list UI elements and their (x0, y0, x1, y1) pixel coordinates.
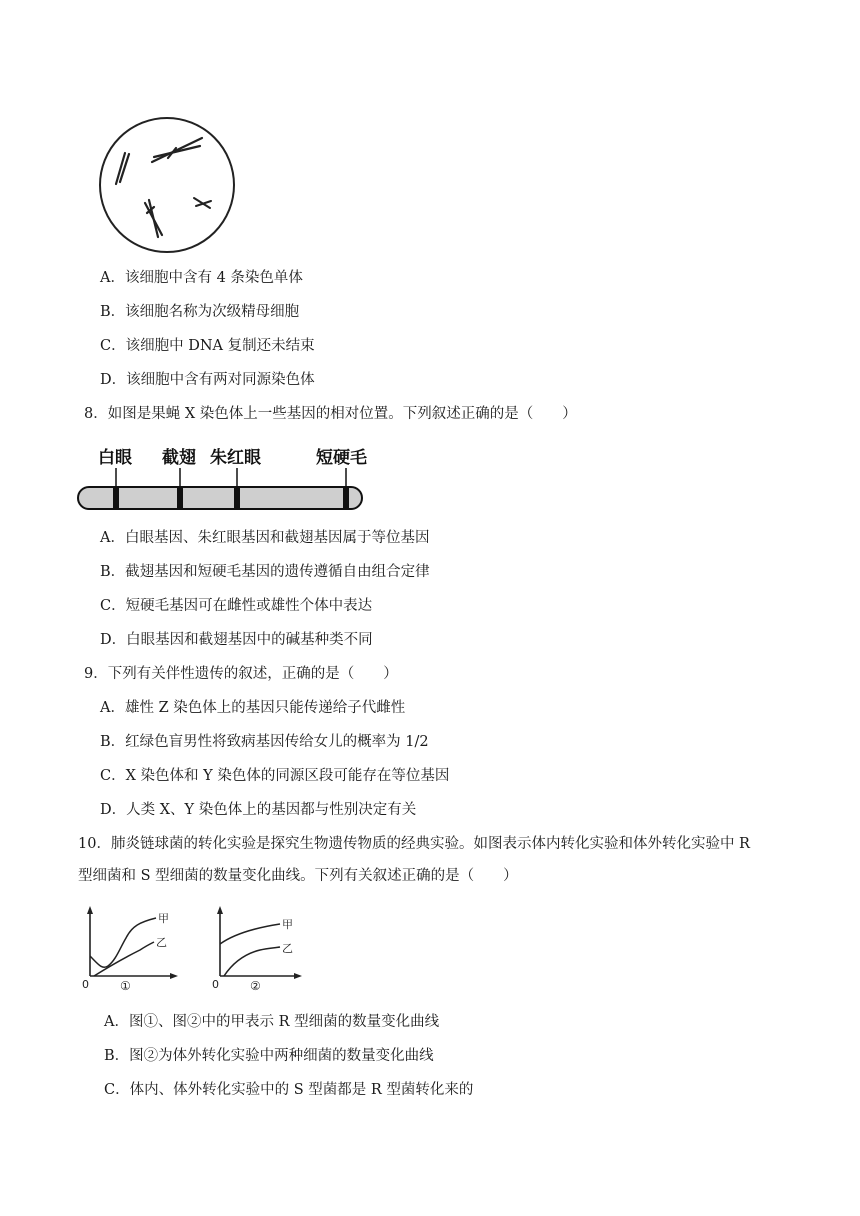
graph2-number: ② (250, 979, 261, 993)
gene-label-truncated-wing: 截翅 (162, 448, 196, 468)
graph2-label-b: 乙 (282, 942, 293, 955)
chromosome-1 (116, 153, 129, 184)
q9-option-c: C．X 染色体和 Y 染色体的同源区段可能存在等位基因 (100, 768, 450, 784)
graph1-curve-b (94, 942, 154, 976)
chromosome-3 (145, 200, 162, 237)
q8-stem: 8．如图是果蝇 X 染色体上一些基因的相对位置。下列叙述正确的是（ ） (84, 406, 577, 422)
graph2-curve-b (224, 947, 280, 976)
chromosome-2 (152, 138, 202, 162)
q9-option-d: D．人类 X、Y 染色体上的基因都与性别决定有关 (100, 802, 417, 818)
q8-option-d: D．白眼基因和截翅基因中的碱基种类不同 (100, 632, 373, 648)
q9-option-b: B．红绿色盲男性将致病基因传给女儿的概率为 1/2 (100, 734, 429, 750)
q10-stem-line2: 型细菌和 S 型细菌的数量变化曲线。下列有关叙述正确的是（ ） (78, 868, 518, 884)
gene-label-short-bristle: 短硬毛 (316, 448, 367, 468)
graph1-number: ① (120, 979, 131, 993)
q7-option-b: B．该细胞名称为次级精母细胞 (100, 304, 300, 320)
q8-option-a: A．白眼基因、朱红眼基因和截翅基因属于等位基因 (100, 530, 430, 546)
q8-option-b: B．截翅基因和短硬毛基因的遗传遵循自由组合定律 (100, 564, 430, 580)
q10-option-c: C．体内、体外转化实验中的 S 型菌都是 R 型菌转化来的 (104, 1082, 474, 1098)
q7-option-a: A．该细胞中含有 4 条染色单体 (100, 270, 303, 286)
graph1-label-b: 乙 (156, 936, 167, 949)
q10-option-b: B．图②为体外转化实验中两种细菌的数量变化曲线 (104, 1048, 434, 1064)
graph2-label-a: 甲 (282, 918, 293, 931)
graph1-label-a: 甲 (158, 912, 169, 925)
graph-2 (210, 904, 310, 996)
graph1-curve-a (90, 918, 156, 967)
q10-option-a: A．图①、图②中的甲表示 R 型细菌的数量变化曲线 (104, 1014, 440, 1030)
x-chromosome-bar (78, 487, 362, 509)
chromosome-4 (194, 198, 211, 208)
q10-stem-line1: 10．肺炎链球菌的转化实验是探究生物遗传物质的经典实验。如图表示体内转化实验和体外转化实验中 R (78, 836, 750, 852)
q9-option-a: A．雄性 Z 染色体上的基因只能传递给子代雌性 (100, 700, 406, 716)
q8-option-c: C．短硬毛基因可在雌性或雄性个体中表达 (100, 598, 373, 614)
graph1-origin: 0 (82, 978, 89, 991)
cell-diagram (92, 110, 242, 260)
q7-option-d: D．该细胞中含有两对同源染色体 (100, 372, 315, 388)
q7-option-c: C．该细胞中 DNA 复制还未结束 (100, 338, 315, 354)
q9-stem: 9．下列有关伴性遗传的叙述，正确的是（ ） (84, 666, 398, 682)
graph-1 (80, 904, 180, 996)
graph2-origin: 0 (212, 978, 219, 991)
gene-map-diagram (76, 444, 368, 516)
gene-label-white-eye: 白眼 (98, 448, 132, 468)
gene-label-vermilion-eye: 朱红眼 (210, 448, 261, 468)
graph2-curve-a (220, 924, 280, 944)
